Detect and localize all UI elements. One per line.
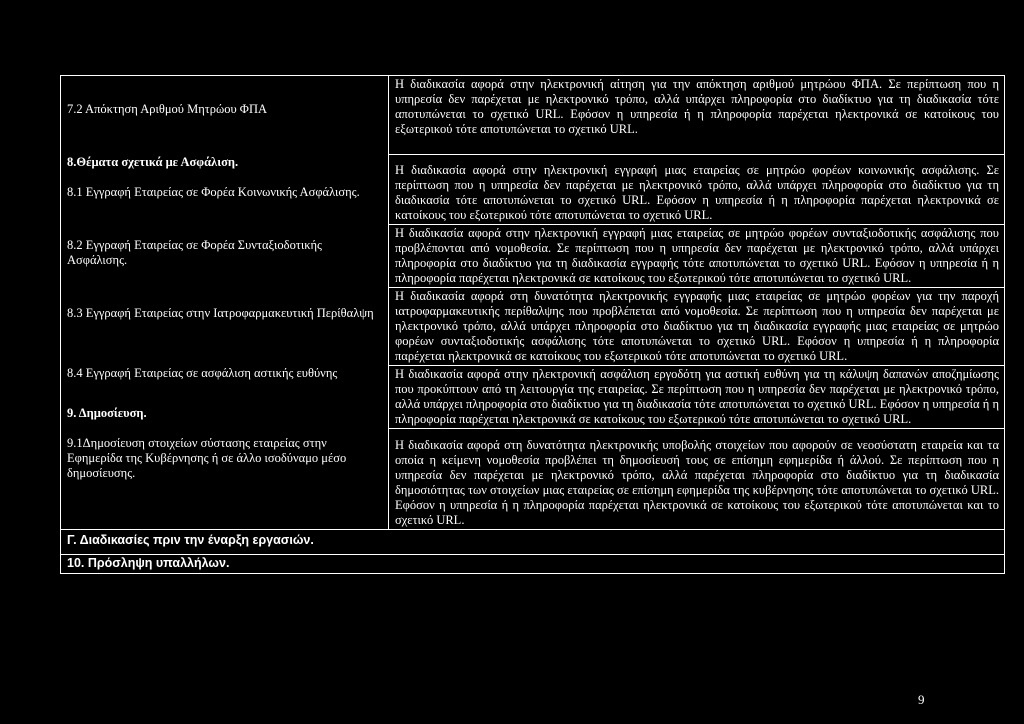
item-8-2-label: 8.2 Εγγραφή Εταιρείας σε Φορέα Συνταξιοδοτικής Ασφάλισης. (67, 238, 322, 267)
item-8-4-label: 8.4 Εγγραφή Εταιρείας σε ασφάλιση αστικής ευθύνης (67, 366, 338, 380)
row-gamma (61, 530, 1005, 555)
desc-8-2: Η διαδικασία αφορά στην ηλεκτρονική εγγραφή μιας εταιρείας σε μητρώο φορέων συνταξιοδοτικής ασφάλισης που προβλέπονται από νομοθεσία. Σε περίπτωση που η υπηρεσία δεν παρέχεται με ηλεκτρονικό τρόπο, αλλά υπάρχει πληροφορία στο διαδίκτυο για τη διαδικασία εγγραφής τότε αποτυπώνεται το σχετικό URL. Εφόσον η υπηρεσία ή η πληροφορία παρέχεται ηλεκτρονικά σε κατοίκους του εξωτερικού τότε αποτυπώνεται το σχετικό URL. (389, 225, 1005, 288)
row-7-2 (61, 76, 1005, 155)
section-10-heading: 10. Πρόσληψη υπαλλήλων. (61, 555, 1005, 574)
item-8-1-label: 8.1 Εγγραφή Εταιρείας σε Φορέα Κοινωνικής Ασφάλισης. (67, 185, 360, 199)
section-8-heading: 8.Θέματα σχετικά με Ασφάλιση. (67, 155, 239, 169)
procedures-table (60, 75, 1005, 574)
item-8-3-label: 8.3 Εγγραφή Εταιρείας στην Ιατροφαρμακευτική Περίθαλψη (67, 306, 374, 320)
row-10 (61, 555, 1005, 574)
desc-7-2: Η διαδικασία αφορά στην ηλεκτρονική αίτηση για την απόκτηση αριθμού μητρώου ΦΠΑ. Σε περίπτωση που η υπηρεσία δεν παρέχεται με ηλεκτρονικό τρόπο, αλλά υπάρχει πληροφορία στο διαδίκτυο για τη διαδικασία τότε αποτυπώνεται το σχετικό URL. Εφόσον η υπηρεσία ή η πληροφορία παρέχεται ηλεκτρονικά σε κατοίκους του εξωτερικού τότε αποτυπώνεται το σχετικό URL. (389, 76, 1005, 155)
desc-9-1: Η διαδικασία αφορά στη δυνατότητα ηλεκτρονικής υποβολής στοιχείων που αφορούν σε νεοσύστατη εταιρεία και τα οποία η κείμενη νομοθεσία προβλέπει τη δημοσίευσή τους σε επίσημη εφημερίδα ή άλλού. Σε περίπτωση που η υπηρεσία δεν παρέχεται με ηλεκτρονικό τρόπο, αλλά παρέχεται πληροφορία στο διαδίκτυο για τη διαδικασία δημοσιότητας των στοιχείων μιας εταιρείας σε επίσημη εφημερίδα της κυβέρνησης τότε αποτυπώνεται το σχετικό URL. Εφόσον η υπηρεσία ή η πληροφορία παρέχεται ηλεκτρονικά σε κατοίκους του εξωτερικού τότε αποτυπώνεται και το σχετικό URL. (389, 429, 1005, 530)
page-number: 9 (918, 692, 925, 707)
left-column (61, 76, 389, 530)
section-9-heading: 9. Δημοσίευση. (67, 406, 147, 420)
desc-8-3: Η διαδικασία αφορά στη δυνατότητα ηλεκτρονικής εγγραφής μιας εταιρείας σε μητρώο φορέων για την παροχή ιατροφαρμακευτικής περίθαλψης που προβλέπεται από νομοθεσία. Σε περίπτωση που η υπηρεσία δεν παρέχεται με ηλεκτρονικό τρόπο, αλλά υπάρχει πληροφορία στο διαδίκτυο για τη διαδικασία εγγραφής μιας εταιρείας σε μητρώο φορέων συνταξιοδοτικής ασφάλισης τότε αποτυπώνεται το σχετικό URL. Εφόσον η υπηρεσία ή η πληροφορία παρέχεται ηλεκτρονικά σε κατοίκους του εξωτερικού τότε αποτυπώνεται το σχετικό URL. (389, 288, 1005, 366)
item-9-1-label: 9.1Δημοσίευση στοιχείων σύστασης εταιρείας στην Εφημερίδα της Κυβέρνησης ή σε άλλο ισοδύναμο μέσο δημοσίευσης. (67, 436, 347, 480)
desc-8-4: Η διαδικασία αφορά στην ηλεκτρονική ασφάλιση εργοδότη για αστική ευθύνη για τη κάλυψη δαπανών αποζημίωσης που προκύπτουν από τη λειτουργία της εταιρείας. Σε περίπτωση που η υπηρεσία δεν παρέχεται με ηλεκτρονικό τρόπο, αλλά υπάρχει πληροφορία στο διαδίκτυο για τη διαδικασία τότε αποτυπώνεται το σχετικό URL. Εφόσον η υπηρεσία ή η πληροφορία παρέχεται ηλεκτρονικά σε κατοίκους του εξωτερικού τότε αποτυπώνεται το σχετικό URL. (389, 366, 1005, 429)
section-gamma-heading: Γ. Διαδικασίες πριν την έναρξη εργασιών. (61, 530, 1005, 555)
desc-8-1: Η διαδικασία αφορά στην ηλεκτρονική εγγραφή μιας εταιρείας σε μητρώο φορέων κοινωνικής ασφάλισης. Σε περίπτωση που η υπηρεσία δεν παρέχεται με ηλεκτρονικό τρόπο, αλλά υπάρχει πληροφορία στο διαδίκτυο για τη διαδικασία τότε αποτυπώνεται το σχετικό URL. Εφόσον η υπηρεσία ή η πληροφορία παρέχεται ηλεκτρονικά σε κατοίκους του εξωτερικού τότε αποτυπώνεται το σχετικό URL. (389, 155, 1005, 225)
item-7-2-label: 7.2 Απόκτηση Αριθμού Μητρώου ΦΠΑ (67, 102, 267, 116)
